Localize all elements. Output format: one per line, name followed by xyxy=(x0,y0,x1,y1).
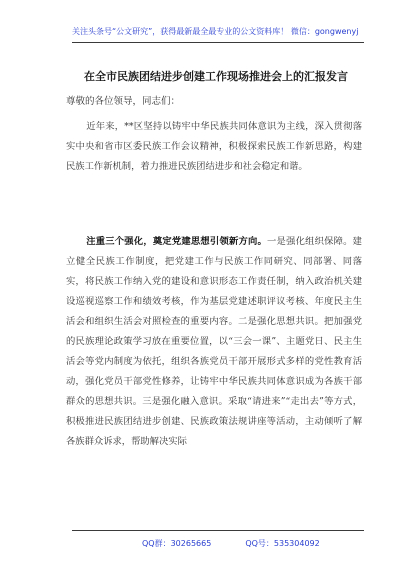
paragraph-2-text: 一是强化组织保障。建立健全民族工作制度，把党建工作与民族工作同研究、同部署、同落实，将民族工作纳入党的建设和意识形态工作责任制，纳入政治机关建设巡视巡察工作和绩效考核，作为基层党建述职评议考核、年度民主生活会和组织生活会对照检查的重要内容。二是强化思想共识。把加强党的民族理论政策学习放在重要位置，以“三会一课”、主题党日、民主生活会等党内制度为依托，组织各族党员干部开展形式多样的党性教育活动，强化党员干部党性修养，让铸牢中华民族共同体意识成为各族干部群众的思想共识。三是强化融入意识。采取“请进来”“走出去”等方式，积极推进民族团结进步创建、民族政策法规讲座等活动，主动倾听了解各族群众诉求，帮助解决实际 xyxy=(66,236,362,447)
paragraph-2-heading: 注重三个强化，奠定党建思想引领新方向。 xyxy=(86,236,268,247)
footer xyxy=(142,538,342,549)
header-banner: 关注头条号“公文研究”，获得最新最全最专业的公文资料库！ 微信：gongwenyj xyxy=(72,27,359,36)
salutation: 尊敬的各位领导，同志们： xyxy=(66,96,181,107)
footer-divider xyxy=(72,530,364,531)
footer-qq-group: QQ群：30265665 xyxy=(142,539,212,548)
header-divider xyxy=(72,42,364,43)
paragraph-1 xyxy=(66,117,362,177)
paragraph-2 xyxy=(66,232,362,452)
document-title: 在全市民族团结进步创建工作现场推进会上的汇报发言 xyxy=(84,70,348,83)
paragraph-1-text: 近年来，**区坚持以铸牢中华民族共同体意识为主线，深入贯彻落实中央和省市区委民族工作会议精神，积极探索民族工作新思路，构建民族工作新机制，着力推进民族团结进步和社会稳定和谐。 xyxy=(66,121,362,172)
footer-qq-number: QQ号：535304092 xyxy=(245,539,320,548)
